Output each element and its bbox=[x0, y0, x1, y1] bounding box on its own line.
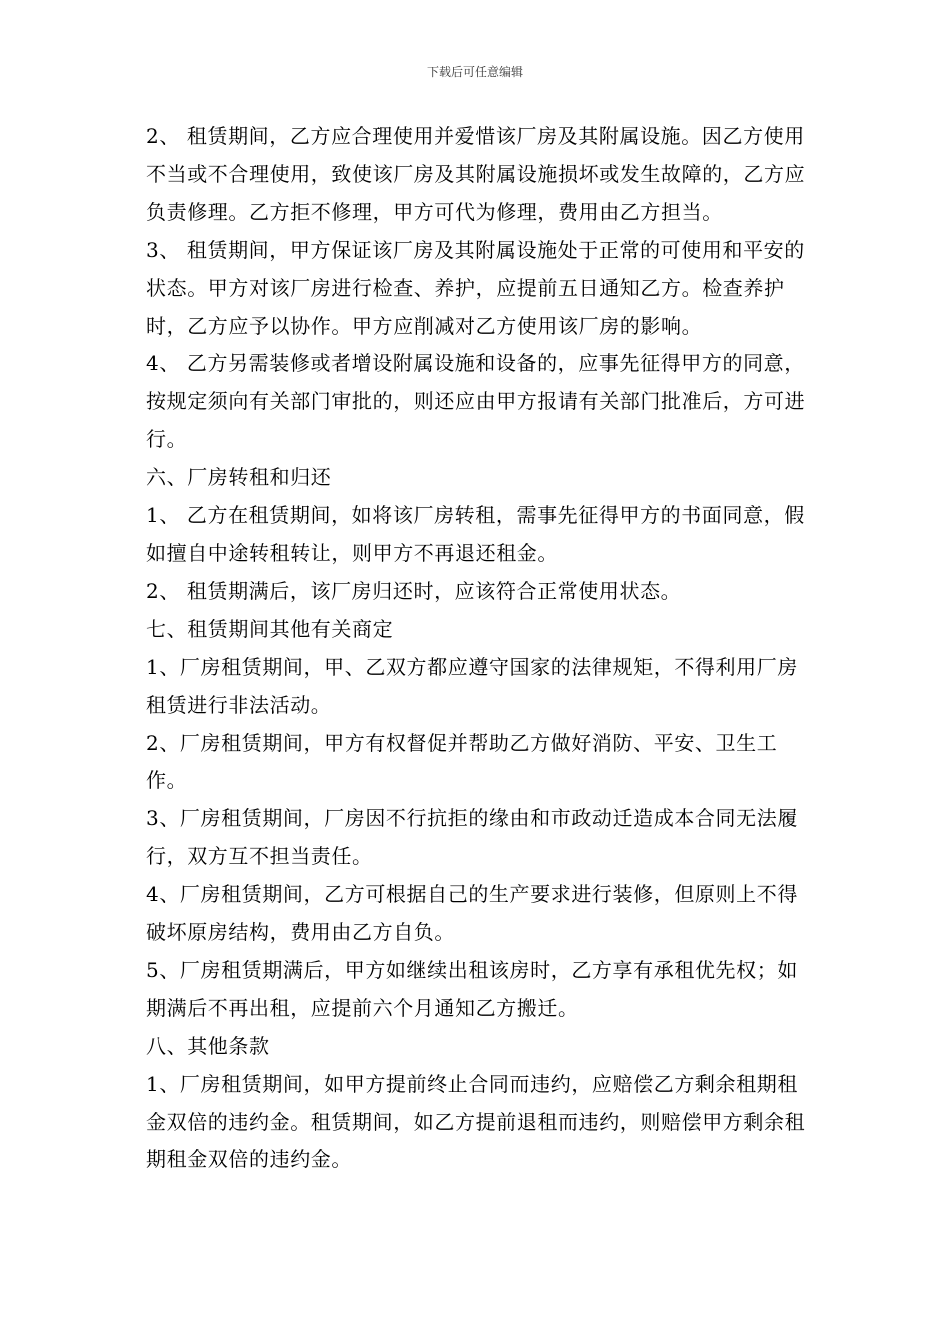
clause-7-4: 4、厂房租赁期间，乙方可根据自己的生产要求进行装修，但原则上不得破坏原房结构，费用由乙方自负。 bbox=[146, 882, 798, 945]
clause-8-1: 1、厂房租赁期间，如甲方提前终止合同而违约，应赔偿乙方剩余租期租金双倍的违约金。租赁期间，如乙方提前退租而违约，则赔偿甲方剩余租期租金双倍的违约金。 bbox=[146, 1071, 806, 1172]
clause-6-1: 1、 乙方在租赁期间，如将该厂房转租，需事先征得甲方的书面同意，假如擅自中途转租转让，则甲方不再退还租金。 bbox=[146, 503, 805, 565]
clause-5-4: 4、 乙方另需装修或者增设附属设施和设备的，应事先征得甲方的同意，按规定须向有关部门审批的，则还应由甲方报请有关部门批准后，方可进行。 bbox=[146, 351, 806, 452]
clause-5-3: 3、 租赁期间，甲方保证该厂房及其附属设施处于正常的可使用和平安的状态。甲方对该厂房进行检查、养护，应提前五日通知乙方。检查养护时，乙方应予以协作。甲方应削减对乙方使用该厂房的影响。 bbox=[146, 237, 805, 338]
section-heading-8: 八、其他条款 bbox=[146, 1033, 270, 1058]
document-body bbox=[146, 118, 810, 1179]
clause-5-2: 2、 租赁期间，乙方应合理使用并爱惜该厂房及其附属设施。因乙方使用不当或不合理使用，致使该厂房及其附属设施损坏或发生故障的，乙方应负责修理。乙方拒不修理，甲方可代为修理，费用由乙方担当。 bbox=[146, 124, 806, 224]
section-heading-7: 七、租赁期间其他有关商定 bbox=[146, 616, 394, 641]
clause-7-2: 2、厂房租赁期间，甲方有权督促并帮助乙方做好消防、平安、卫生工作。 bbox=[146, 730, 778, 793]
clause-6-2: 2、 租赁期满后，该厂房归还时，应该符合正常使用状态。 bbox=[146, 578, 682, 603]
page-header: 下载后可任意编辑 bbox=[426, 65, 523, 79]
section-heading-6: 六、厂房转租和归还 bbox=[146, 465, 332, 490]
clause-7-5: 5、厂房租赁期满后，甲方如继续出租该房时，乙方享有承租优先权；如期满后不再出租，应提前六个月通知乙方搬迁。 bbox=[146, 957, 798, 1020]
clause-7-3: 3、厂房租赁期间，厂房因不行抗拒的缘由和市政动迁造成本合同无法履行，双方互不担当责任。 bbox=[146, 806, 798, 869]
clause-7-1: 1、厂房租赁期间，甲、乙双方都应遵守国家的法律规矩，不得利用厂房租赁进行非法活动。 bbox=[146, 654, 798, 717]
